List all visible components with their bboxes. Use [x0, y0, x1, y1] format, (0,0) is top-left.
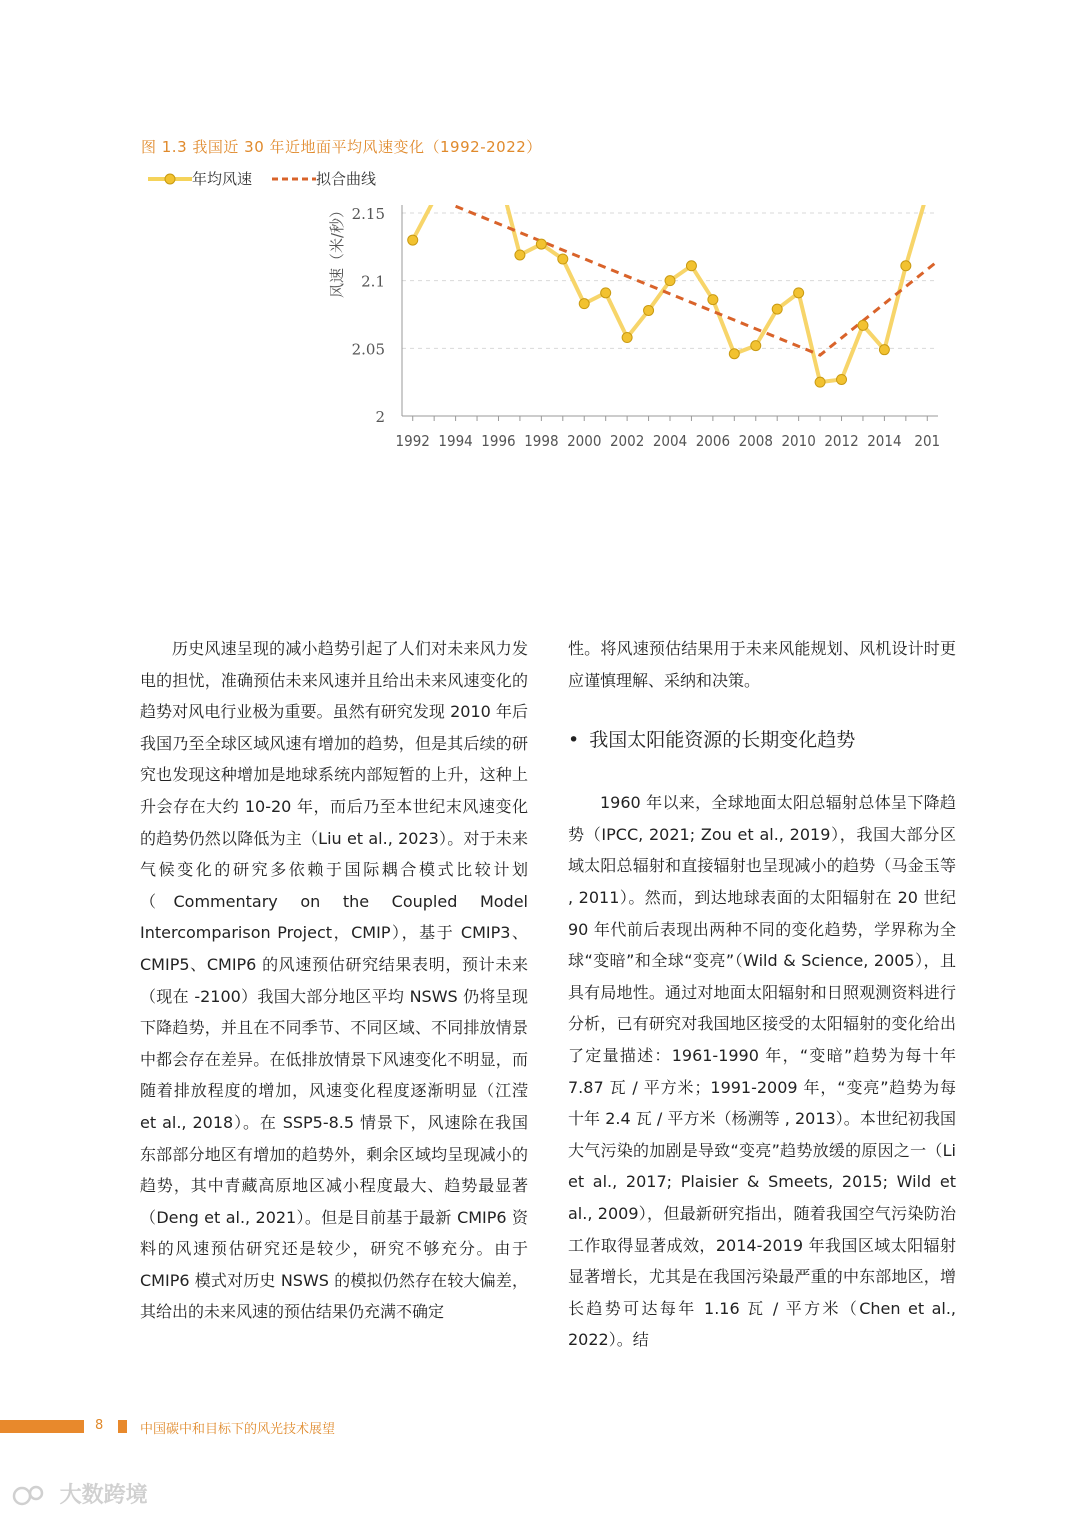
x-tick-label: 201: [914, 432, 941, 450]
x-tick-label: 2014: [867, 432, 902, 450]
x-tick-label: 2012: [824, 432, 859, 450]
left-column: [140, 633, 528, 1328]
y-tick-label: 2.15: [351, 205, 385, 223]
data-point: [515, 250, 525, 260]
data-point: [644, 305, 654, 315]
data-point: [536, 239, 546, 249]
x-tick-label: 1998: [524, 432, 559, 450]
data-point: [408, 235, 418, 245]
footer-separator: [118, 1420, 127, 1433]
x-tick-label: 1992: [395, 432, 430, 450]
data-point: [815, 377, 825, 387]
data-point: [879, 345, 889, 355]
footer-title: 中国碳中和目标下的风光技术展望: [140, 1422, 336, 1437]
data-point: [579, 299, 589, 309]
x-tick-label: 2002: [609, 432, 645, 450]
x-tick-label: 1996: [481, 432, 516, 450]
watermark-text: 大数跨境: [59, 1483, 148, 1508]
data-point: [901, 261, 911, 271]
data-point: [794, 288, 804, 298]
x-tick-label: 1994: [438, 432, 473, 450]
x-tick-label: 2008: [738, 432, 773, 450]
watermark-logo-icon: [12, 1483, 48, 1509]
data-point: [686, 261, 696, 271]
watermark: [12, 1478, 148, 1509]
data-point: [708, 295, 718, 305]
x-tick-label: 2010: [781, 432, 816, 450]
data-point: [837, 374, 847, 384]
legend-label-annual: 年均风速: [192, 170, 253, 188]
footer-accent-bar: [0, 1420, 84, 1433]
data-point: [772, 304, 782, 314]
body-paragraph-solar: 1960 年以来，全球地面太阳总辐射总体呈下降趋势（IPCC, 2021; Zou et al., 2019），我国大部分区域太阳总辐射和直接辐射也呈现减小的趋势（马金玉等 , 2011）。然而，到达地球表面的太阳辐射在 20 世纪 90 年代前后表现出两种不同的变化趋势，学界称为全球“变暗”和全球“变亮”（Wild & Science, 2005），且具有局地性。通过对地面太阳辐射和日照观测资料进行分析，已有研究对我国地区接受的太阳辐射的变化给出了定量描述：1961-1990 年，“变暗”趋势为每十年 7.87 瓦 / 平方米；1991-2009 年，“变亮”趋势为每十年 2.4 瓦 / 平方米（杨溯等 , 2013）。本世纪初我国大气污染的加剧是导致“变亮”趋势放缓的原因之一（Li et al., 2017; Plaisier & Smeets, 2015; Wild et al., 2009），但最新研究指出，随着我国空气污染防治工作取得显著成效，2014-2019 年我国区域太阳辐射显著增长，尤其是在我国污染最严重的中东部地区，增长趋势可达每年 1.16 瓦 / 平方米（Chen et al., 2022）。结: [568, 793, 956, 1350]
data-point: [558, 254, 568, 264]
data-point: [665, 276, 675, 286]
data-point: [622, 333, 632, 343]
y-tick-label: 2: [375, 408, 385, 426]
section-heading-solar: [568, 725, 956, 755]
bullet-icon: •: [568, 729, 580, 752]
page-number: 8: [95, 1418, 104, 1433]
body-paragraph-wind: 历史风速呈现的减小趋势引起了人们对未来风力发电的担忧，准确预估未来风速并且给出未来风速变化的趋势对风电行业极为重要。虽然有研究发现 2010 年后我国乃至全球区域风速有增加的趋势，但是其后续的研究也发现这种增加是地球系统内部短暂的上升，这种上升会存在大约 10-20 年，而后乃至本世纪末风速变化的趋势仍然以降低为主（Liu et al., 2023）。对于未来气候变化的研究多依赖于国际耦合模式比较计划（Commentary on the Coupled Model Intercomparison Project，CMIP），基于 CMIP3、CMIP5、CMIP6 的风速预估研究结果表明，预计未来（现在 -2100）我国大部分地区平均 NSWS 仍将呈现下降趋势，并且在不同季节、不同区域、不同排放情景中都会存在差异。在低排放情景下风速变化不明显，而随着排放程度的增加，风速变化程度逐渐明显（江滢 et al., 2018）。在 SSP5-8.5 情景下，风速除在我国东部部分地区有增加的趋势外，剩余区域均呈现减小的趋势，其中青藏高原地区减小程度最大、趋势最显著（Deng et al., 2021）。但是目前基于最新 CMIP6 资料的风速预估研究还是较少，研究不够充分。由于 CMIP6 模式对历史 NSWS 的模拟仍然存在较大偏差，其给出的未来风速的预估结果仍充满不确定: [140, 639, 528, 1322]
x-tick-label: 2000: [567, 432, 602, 450]
right-column: [568, 633, 956, 1356]
data-point: [858, 320, 868, 330]
y-axis-title: 风速（米/秒）: [328, 202, 346, 299]
x-tick-label: 2006: [695, 432, 731, 450]
section-title: 我国太阳能资源的长期变化趋势: [589, 729, 856, 752]
data-point: [729, 349, 739, 359]
figure-caption: 图 1.3 我国近 30 年近地面平均风速变化（1992-2022）: [141, 138, 542, 156]
y-tick-label: 2.05: [351, 340, 385, 359]
x-tick-label: 2004: [652, 432, 688, 450]
data-point: [601, 288, 611, 298]
body-paragraph-continuation: 性。将风速预估结果用于未来风能规划、风机设计时更应谨慎理解、采纳和决策。: [568, 639, 956, 690]
legend-label-fit: 拟合曲线: [316, 170, 377, 188]
data-point: [751, 341, 761, 351]
wind-speed-chart: [0, 0, 1080, 470]
y-tick-label: 2.1: [361, 272, 385, 291]
